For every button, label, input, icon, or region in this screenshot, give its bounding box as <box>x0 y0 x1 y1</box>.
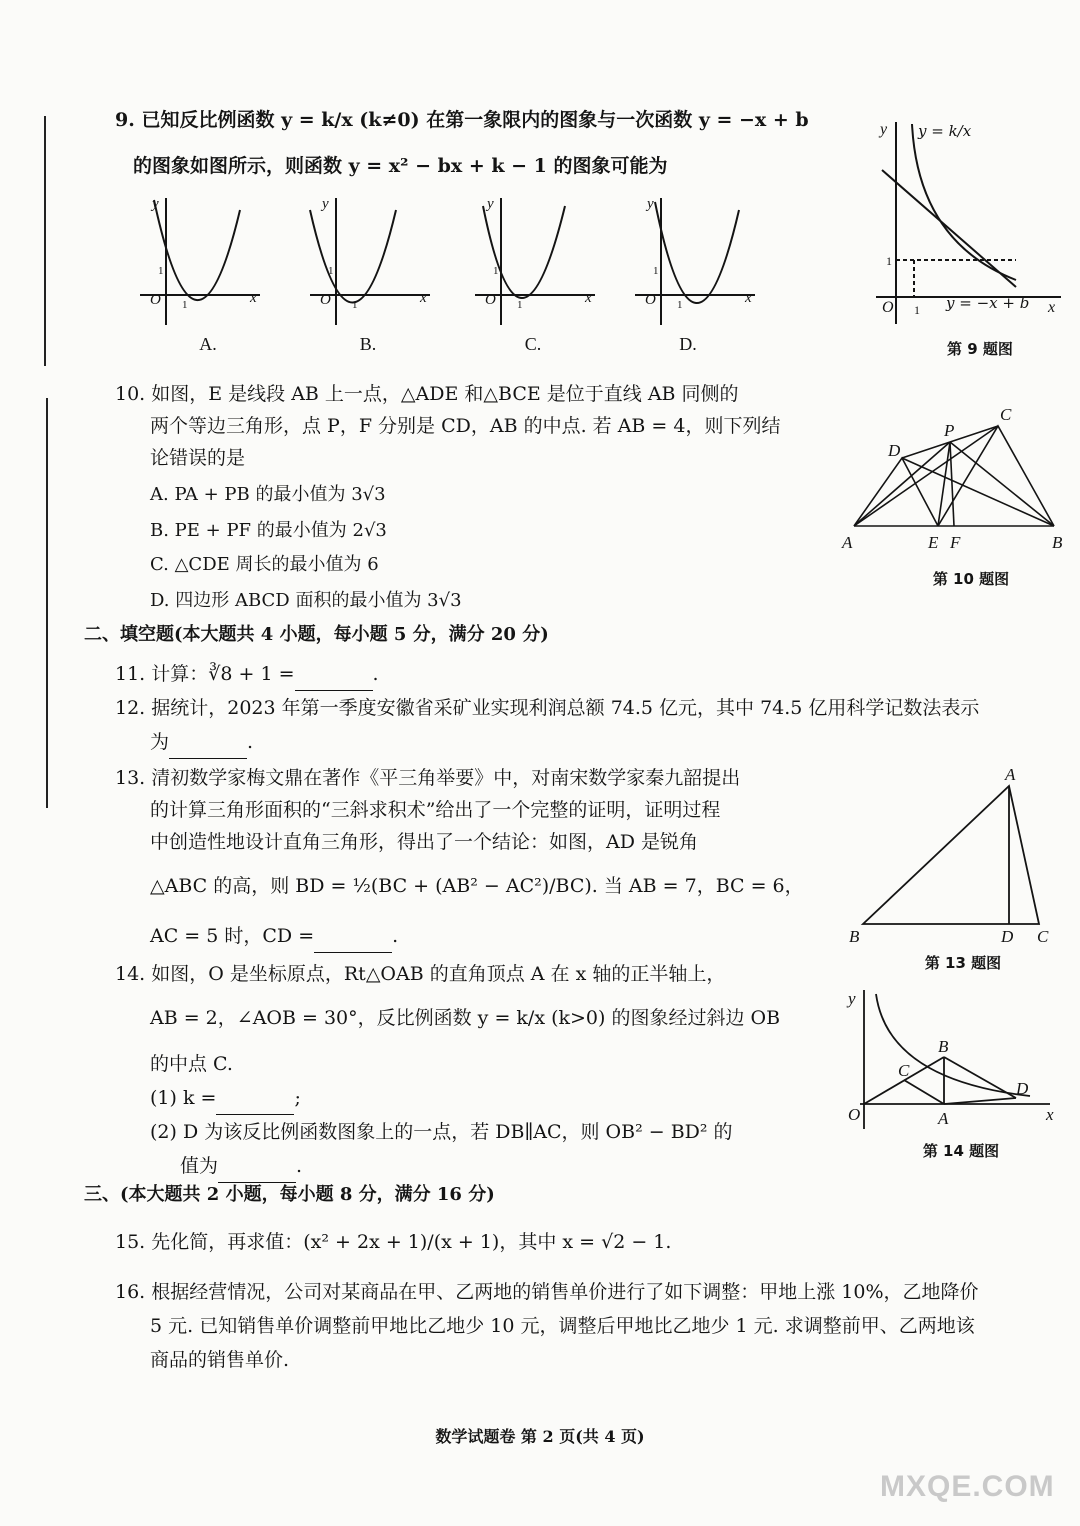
q16-line3: 商品的销售单价. <box>150 1349 290 1371</box>
svg-text:1: 1 <box>914 303 920 317</box>
svg-text:C: C <box>1000 405 1012 424</box>
q9-option-d: D. <box>679 334 697 354</box>
q10-option-a: A. PA + PB 的最小值为 3√3 <box>150 484 386 505</box>
svg-text:A: A <box>1005 765 1016 784</box>
q9-caption: 第 9 题图 <box>947 340 1013 358</box>
svg-text:1: 1 <box>352 299 358 311</box>
svg-text:y: y <box>322 196 329 212</box>
q14-sub2b: 值为 . <box>180 1150 302 1183</box>
svg-text:1: 1 <box>653 265 659 277</box>
svg-text:A: A <box>842 533 853 552</box>
svg-text:y: y <box>647 196 654 212</box>
q13-answer-blank[interactable] <box>314 932 392 953</box>
svg-text:y: y <box>152 196 159 212</box>
q11-answer-blank[interactable] <box>295 670 373 691</box>
svg-text:x: x <box>1048 299 1056 316</box>
q9-option-c: C. <box>524 334 542 354</box>
q14-caption: 第 14 题图 <box>922 1142 1000 1160</box>
svg-text:O: O <box>882 299 894 316</box>
svg-text:C: C <box>898 1061 910 1080</box>
margin-mark-bottom <box>46 398 48 808</box>
q9-curve-label: y = k/x <box>918 122 972 140</box>
svg-text:y: y <box>487 196 494 212</box>
q14-line1: 14. 如图，O 是坐标原点，Rt△OAB 的直角顶点 A 在 x 轴的正半轴上， <box>115 963 726 985</box>
q9-option-a: A. <box>199 334 217 354</box>
q12-line1: 12. 据统计，2023 年第一季度安徽省采矿业实现利润总额 74.5 亿元，其中 74.5 亿用科学记数法表示 <box>115 697 980 719</box>
q9-line2: 的图象如图所示，则函数 y = x² − bx + k − 1 的图象可能为 <box>133 155 668 177</box>
q10-line1: 10. 如图，E 是线段 AB 上一点，△ADE 和△BCE 是位于直线 AB 同侧的 <box>115 383 739 405</box>
svg-text:O: O <box>485 292 496 308</box>
margin-mark-top <box>44 116 46 366</box>
svg-text:x: x <box>420 290 427 306</box>
q10-option-d: D. 四边形 ABCD 面积的最小值为 3√3 <box>150 590 462 611</box>
watermark: MXQE.COM <box>880 1470 1055 1503</box>
q13-line2: 的计算三角形面积的“三斜求积术”给出了一个完整的证明，证明过程 <box>150 799 721 821</box>
svg-text:B: B <box>1052 533 1063 552</box>
svg-text:x: x <box>745 290 752 306</box>
q10-line2: 两个等边三角形，点 P，F 分别是 CD，AB 的中点. 若 AB = 4，则下列结 <box>150 415 781 437</box>
svg-text:D: D <box>888 441 901 460</box>
q14-sub2: (2) D 为该反比例函数图象上的一点，若 DB∥AC，则 OB² − BD² 的 <box>150 1121 733 1143</box>
q12-line2: 为 . <box>150 726 253 759</box>
q10-figure <box>840 398 1070 558</box>
q16-line2: 5 元. 已知销售单价调整前甲地比乙地少 10 元，调整后甲地比乙地少 1 元. 求调整前甲、乙两地该 <box>150 1315 975 1337</box>
svg-text:1: 1 <box>158 265 164 277</box>
q10-option-c: C. △CDE 周长的最小值为 6 <box>150 554 379 575</box>
svg-text:E: E <box>928 533 939 552</box>
section-2-header: 二、填空题(本大题共 4 小题，每小题 5 分，满分 20 分) <box>84 624 549 645</box>
q15-text: 15. 先化简，再求值：(x² + 2x + 1)/(x + 1)，其中 x = √2 − 1. <box>115 1231 672 1253</box>
section-3-header: 三、(本大题共 2 小题，每小题 8 分，满分 16 分) <box>84 1184 495 1205</box>
q13-caption: 第 13 题图 <box>924 954 1002 972</box>
svg-text:1: 1 <box>493 265 499 277</box>
q13-line5: AC = 5 时，CD = . <box>150 920 398 953</box>
svg-text:A: A <box>938 1109 949 1128</box>
q13-line4: △ABC 的高，则 BD = ½(BC + (AB² − AC²)/BC). 当 AB = 7，BC = 6， <box>150 875 804 897</box>
q9-line1: 9. 已知反比例函数 y = k/x (k≠0) 在第一象限内的图象与一次函数 y = −x + b <box>115 109 809 131</box>
svg-text:1: 1 <box>886 254 892 268</box>
svg-text:D: D <box>1016 1079 1029 1098</box>
page-footer: 数学试题卷 第 2 页(共 4 页) <box>435 1427 645 1446</box>
q13-figure <box>845 758 1065 948</box>
svg-text:D: D <box>1001 927 1014 946</box>
svg-text:x: x <box>250 290 257 306</box>
q10-caption: 第 10 题图 <box>932 570 1010 588</box>
q14-line2: AB = 2，∠AOB = 30°，反比例函数 y = k/x (k>0) 的图象经过斜边 OB <box>150 1007 781 1029</box>
svg-text:1: 1 <box>517 299 523 311</box>
q11-question: 11. 计算：∛8 + 1 = <box>115 663 295 685</box>
svg-text:1: 1 <box>182 299 188 311</box>
q9-option-b: B. <box>359 334 377 354</box>
q16-line1: 16. 根据经营情况，公司对某商品在甲、乙两地的销售单价进行了如下调整：甲地上涨 10%，乙地降价 <box>115 1281 979 1303</box>
svg-text:B: B <box>938 1037 949 1056</box>
q10-option-b: B. PE + PF 的最小值为 2√3 <box>150 520 387 541</box>
q14-line3: 的中点 C. <box>150 1053 233 1075</box>
svg-text:O: O <box>320 292 331 308</box>
q14-sub1: (1) k = ; <box>150 1082 301 1115</box>
q9-line-label: y = −x + b <box>946 294 1030 312</box>
svg-text:O: O <box>645 292 656 308</box>
svg-text:O: O <box>848 1105 861 1124</box>
svg-text:y: y <box>848 989 856 1008</box>
svg-text:x: x <box>585 290 592 306</box>
q10-line3: 论错误的是 <box>150 447 246 469</box>
q11-text: 11. 计算：∛8 + 1 = . <box>115 658 379 691</box>
q13-line3: 中创造性地设计直角三角形，得出了一个结论：如图，AD 是锐角 <box>150 831 698 853</box>
svg-text:1: 1 <box>328 265 334 277</box>
svg-text:B: B <box>849 927 860 946</box>
svg-text:C: C <box>1037 927 1049 946</box>
q12-answer-blank[interactable] <box>169 738 247 759</box>
svg-text:y: y <box>880 121 888 138</box>
q9-option-graphs <box>130 190 770 330</box>
svg-text:O: O <box>150 292 161 308</box>
q14-answer-blank-1[interactable] <box>216 1094 294 1115</box>
svg-text:x: x <box>1046 1105 1054 1124</box>
svg-text:F: F <box>950 533 961 552</box>
q13-line1: 13. 清初数学家梅文鼎在著作《平三角举要》中，对南宋数学家秦九韶提出 <box>115 767 741 789</box>
svg-text:1: 1 <box>677 299 683 311</box>
svg-text:P: P <box>944 421 955 440</box>
q14-figure <box>840 984 1060 1134</box>
